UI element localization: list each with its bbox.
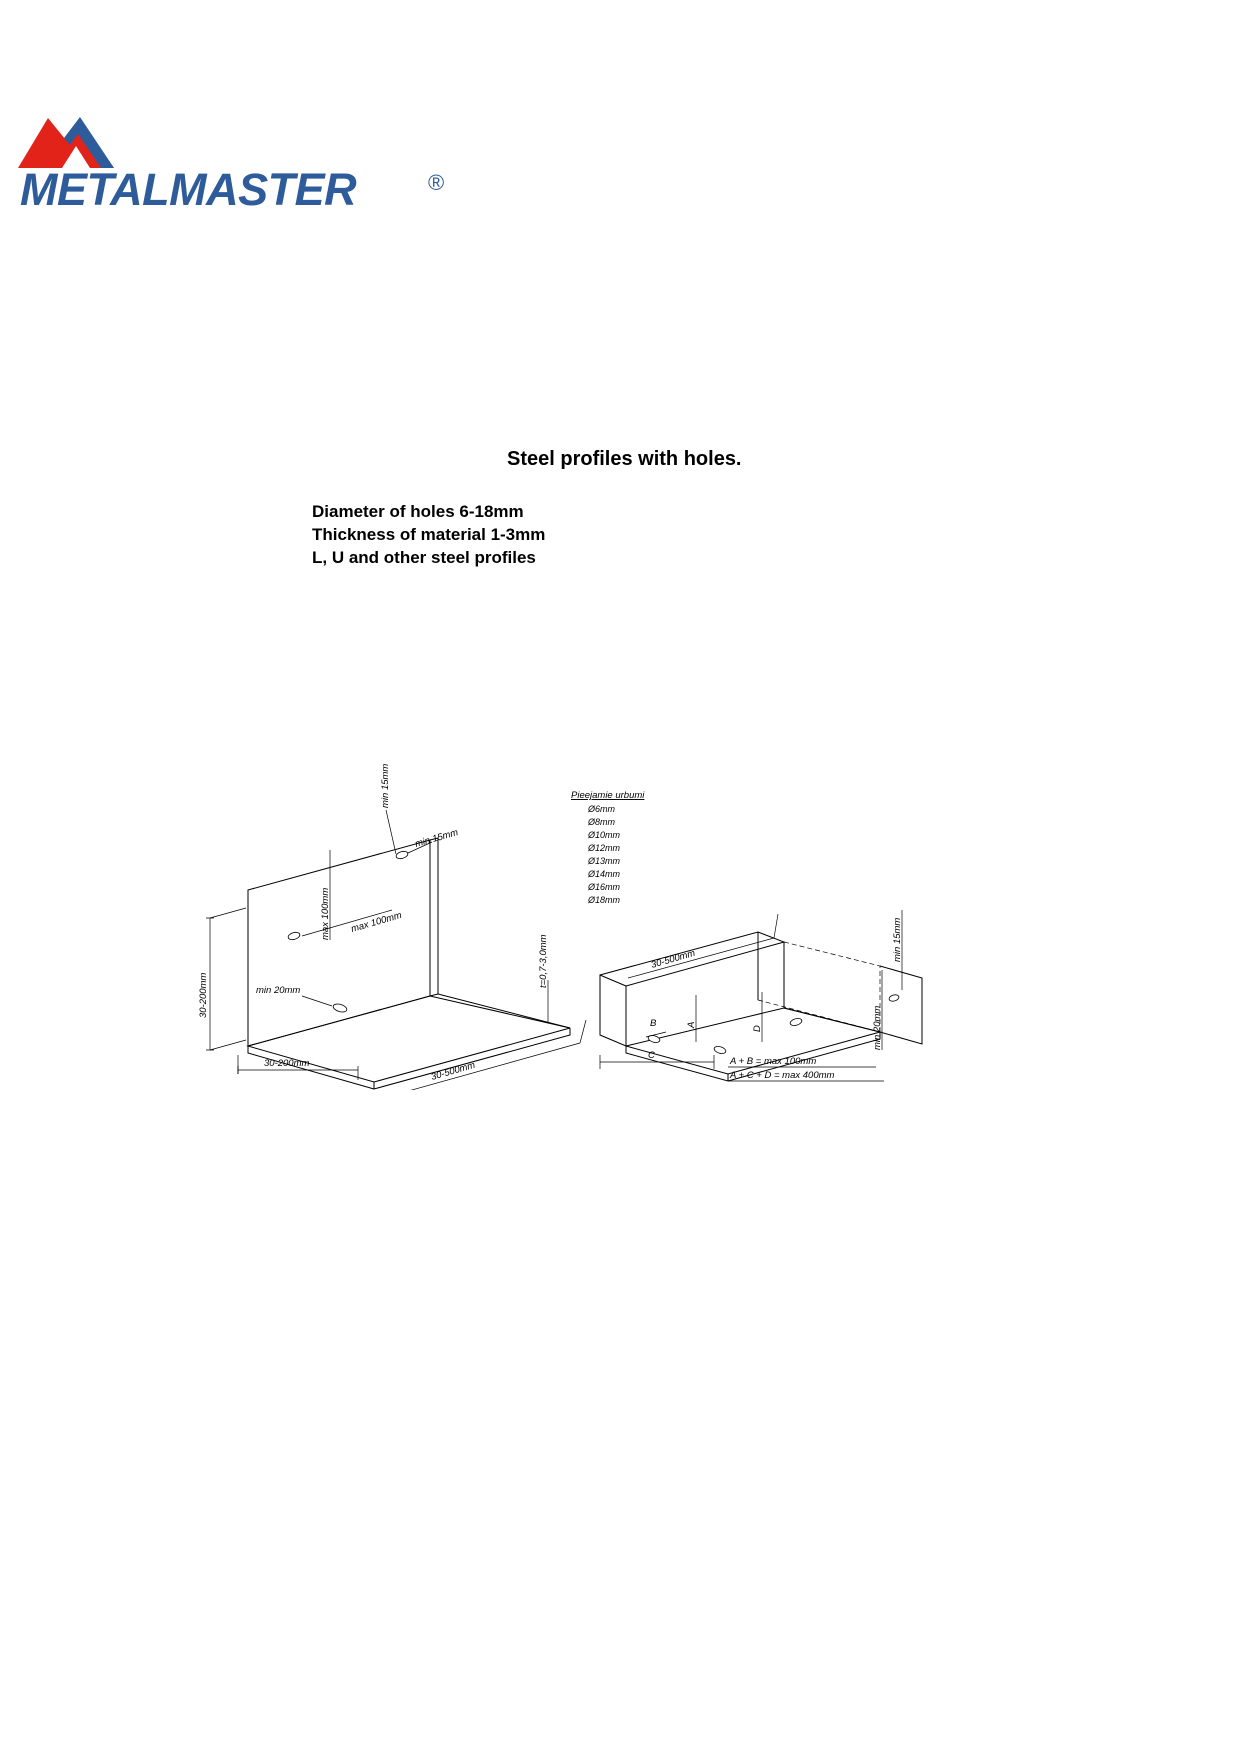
- hole-dia-6: Ø16mm: [588, 882, 621, 892]
- label-max100-vertical: max 100mm: [320, 887, 331, 940]
- label-dim-d: D: [752, 1025, 763, 1032]
- label-min15-right: min 15mm: [413, 827, 460, 850]
- label-width-30-200mm: 30-200mm: [264, 1058, 310, 1069]
- page-title: Steel profiles with holes.: [507, 448, 742, 470]
- hole-dia-3: Ø12mm: [588, 843, 621, 853]
- spec-list: [312, 500, 545, 569]
- registered-mark: ®: [428, 170, 445, 195]
- label-min20: min 20mm: [256, 985, 301, 996]
- label-u-min15: min 15mm: [892, 917, 903, 962]
- hole-dia-2: Ø10mm: [588, 830, 621, 840]
- hole-dia-0: Ø6mm: [588, 804, 615, 814]
- label-u-length: 30-500mm: [649, 947, 697, 971]
- label-dim-c: C: [648, 1050, 655, 1061]
- mountain-icon: [18, 108, 138, 170]
- spec-item-thickness: Thickness of material 1-3mm: [312, 525, 546, 544]
- label-max100-slanted: max 100mm: [349, 909, 404, 935]
- formula-acd: A + C + D = max 400mm: [730, 1070, 835, 1081]
- hole-list-title: Pieejamie urbumi: [571, 790, 645, 801]
- spec-item-diameter: Diameter of holes 6-18mm: [312, 502, 524, 521]
- label-length-30-500mm: 30-500mm: [429, 1059, 477, 1083]
- label-dim-b: B: [650, 1018, 657, 1029]
- label-min15-top: min 15mm: [380, 763, 391, 808]
- formula-ab: A + B = max 100mm: [730, 1056, 817, 1067]
- label-height-30-200mm: 30-200mm: [198, 972, 209, 1018]
- hole-dia-5: Ø14mm: [588, 869, 621, 879]
- label-dim-a: A: [686, 1021, 697, 1028]
- spec-item-profiles: L, U and other steel profiles: [312, 548, 536, 567]
- label-u-min20: min 20mm: [872, 1005, 883, 1050]
- u-profile-figure: [571, 790, 922, 1081]
- hole-dia-4: Ø13mm: [588, 856, 621, 866]
- drawing-canvas: [180, 750, 940, 1090]
- brand-logo: [18, 108, 478, 218]
- technical-drawing: [180, 750, 940, 1090]
- brand-wordmark: METALMASTER: [20, 164, 357, 215]
- l-profile-figure: [198, 764, 586, 1090]
- label-thickness: t=0,7-3,0mm: [538, 934, 549, 988]
- hole-dia-1: Ø8mm: [588, 817, 615, 827]
- hole-dia-7: Ø18mm: [588, 895, 621, 905]
